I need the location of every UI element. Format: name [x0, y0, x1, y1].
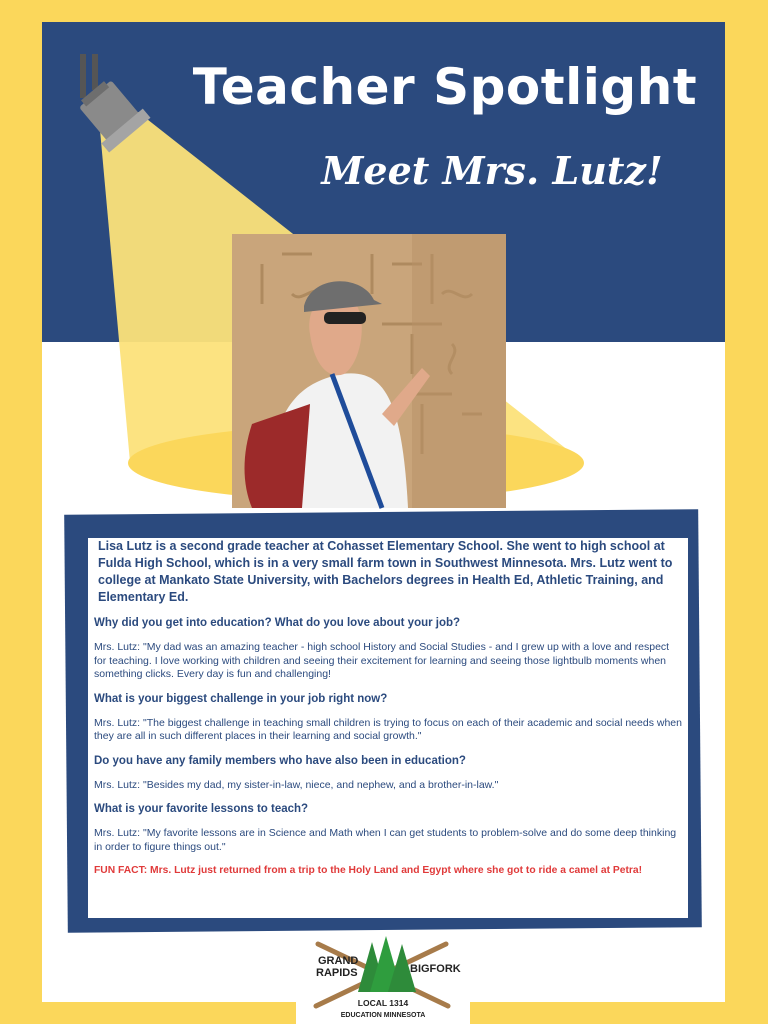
answer-4: Mrs. Lutz: "My favorite lessons are in Science and Math when I can get students to problem-solve and do some deep thinking in order to figure things out." — [94, 827, 677, 853]
union-logo — [296, 934, 470, 1024]
page-title: Teacher Spotlight — [192, 58, 698, 116]
question-1: Why did you get into education? What do you love about your job? — [94, 617, 461, 629]
answer-2: Mrs. Lutz: "The biggest challenge in teaching small children is trying to focus on each of their academic and social needs when they are all in such different places in their learning and social growth." — [94, 716, 682, 742]
spotlight-lamp-icon — [68, 50, 148, 150]
logo-right: BIGFORK — [410, 963, 461, 975]
answer-3: Mrs. Lutz: "Besides my dad, my sister-in-law, niece, and nephew, and a brother-in-law." — [94, 778, 499, 791]
logo-left-line2: RAPIDS — [316, 967, 358, 979]
question-2: What is your biggest challenge in your job right now? — [94, 692, 388, 705]
question-4: What is your favorite lessons to teach? — [94, 803, 309, 815]
intro-paragraph: Lisa Lutz is a second grade teacher at Cohasset Elementary School. She went to high school at Fulda High School, which is in a very small farm town in Southwest Minnesota. Mrs. Lutz went to college at Mankato State University, with Bachelors degrees in Health Ed, Athletic Training, and Elementary Ed. — [98, 539, 673, 604]
logo-bottom-line2: EDUCATION MINNESOTA — [340, 1012, 426, 1019]
fun-fact: FUN FACT: Mrs. Lutz just returned from a trip to the Holy Land and Egypt where she got to ride a camel at Petra! — [94, 865, 643, 876]
logo-left-line1: GRAND — [318, 955, 359, 967]
page-subtitle: Meet Mrs. Lutz! — [321, 148, 663, 193]
article-body — [88, 538, 688, 918]
logo-bottom-line1: LOCAL 1314 — [357, 998, 409, 1008]
answer-1: Mrs. Lutz: "My dad was an amazing teacher - high school History and Social Studies - and I grew up with a love and respect for teaching. I love working with children and seeing their excitement for learning and seeing those lightbulb moments when something clicks. Every day is fun and challenging! — [94, 641, 670, 680]
teacher-photo — [232, 234, 506, 508]
question-3: Do you have any family members who have also been in education? — [94, 754, 466, 767]
poster-page — [42, 22, 725, 1019]
